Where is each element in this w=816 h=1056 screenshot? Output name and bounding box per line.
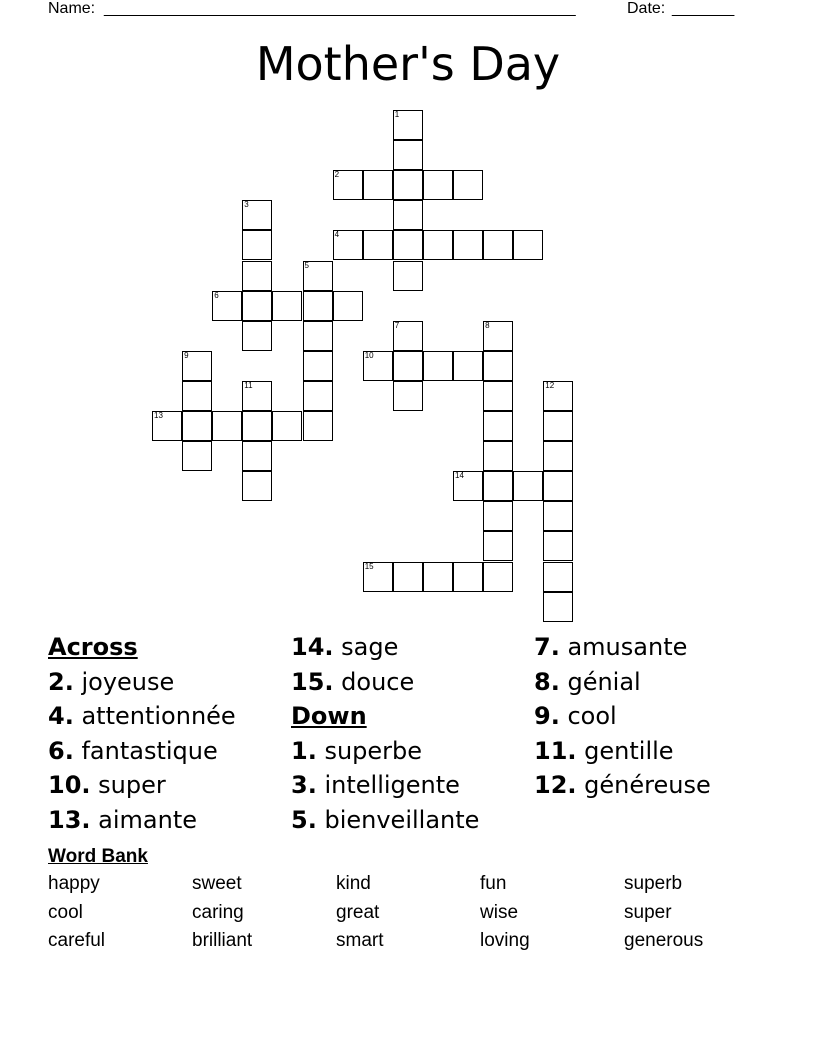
crossword-cell[interactable] [363, 562, 393, 592]
clue-number: 12. [534, 771, 577, 799]
crossword-cell[interactable] [363, 230, 393, 260]
crossword-cell[interactable] [423, 562, 453, 592]
down-heading: Down [291, 702, 367, 730]
crossword-cell[interactable] [483, 230, 513, 260]
word-bank-title: Word Bank [48, 846, 148, 867]
clue-text: généreuse [584, 771, 711, 799]
clue-text: gentille [584, 736, 674, 765]
clue-down-7 [534, 630, 711, 665]
crossword-cell[interactable] [543, 592, 573, 622]
crossword-cell[interactable] [483, 531, 513, 561]
crossword-cell[interactable] [363, 170, 393, 200]
crossword-cell[interactable] [423, 351, 453, 381]
clue-number-label: 15 [364, 561, 374, 571]
clue-number-label: 2 [334, 170, 340, 180]
crossword-cell[interactable] [242, 261, 272, 291]
clue-text: super [98, 771, 166, 799]
crossword-cell[interactable] [303, 411, 333, 441]
crossword-cell[interactable] [483, 471, 513, 501]
crossword-cell[interactable] [543, 381, 573, 411]
clue-across-4 [48, 699, 236, 734]
clue-text: génial [567, 667, 641, 696]
word-bank-item: smart [336, 930, 384, 951]
clue-text: amusante [567, 633, 688, 661]
crossword-cell[interactable] [453, 170, 483, 200]
crossword-cell[interactable] [393, 230, 423, 260]
clue-text: aimante [98, 805, 198, 834]
crossword-cell[interactable] [483, 381, 513, 411]
crossword-cell[interactable] [272, 291, 302, 321]
crossword-cell[interactable] [393, 351, 423, 381]
crossword-cell[interactable] [333, 230, 363, 260]
crossword-cell[interactable] [393, 140, 423, 170]
crossword-cell[interactable] [242, 411, 272, 441]
clue-down-1 [291, 734, 479, 769]
crossword-cell[interactable] [242, 291, 272, 321]
clue-number-label: 3 [244, 200, 249, 210]
crossword-cell[interactable] [453, 562, 483, 592]
clue-number-label: 4 [334, 230, 340, 240]
crossword-cell[interactable] [543, 501, 573, 531]
clue-across-13 [48, 803, 236, 838]
crossword-cell[interactable] [303, 381, 333, 411]
clue-number-label: 12 [545, 380, 555, 390]
crossword-cell[interactable] [483, 351, 513, 381]
name-field[interactable]: _____________________________________________________ [104, 0, 576, 17]
word-bank-item: superb [624, 873, 683, 894]
crossword-cell[interactable] [453, 471, 483, 501]
clue-across-10 [48, 768, 236, 803]
crossword-cell[interactable] [543, 562, 573, 592]
clue-number-label: 1 [394, 110, 400, 119]
clue-number: 13. [48, 805, 91, 834]
date-label: Date: [627, 0, 666, 17]
crossword-cell[interactable] [513, 230, 543, 260]
clue-number-label: 11 [244, 380, 253, 390]
crossword-cell[interactable] [393, 381, 423, 411]
clue-number-label: 9 [184, 350, 189, 360]
crossword-cell[interactable] [303, 291, 333, 321]
word-bank-item: great [336, 902, 380, 923]
clue-column-3 [534, 630, 711, 803]
word-bank-item: fun [480, 873, 507, 894]
clue-number-label: 7 [394, 320, 400, 330]
page-title: Mother's Day [255, 37, 561, 91]
crossword-cell[interactable] [182, 441, 212, 471]
word-bank-item: loving [480, 930, 530, 951]
clue-down-5 [291, 803, 479, 838]
crossword-cell[interactable] [453, 230, 483, 260]
crossword-cell[interactable] [363, 351, 393, 381]
word-bank-item: kind [336, 873, 371, 894]
crossword-cell[interactable] [182, 381, 212, 411]
crossword-cell[interactable] [303, 261, 333, 291]
crossword-cell[interactable] [242, 441, 272, 471]
crossword-cell[interactable] [152, 411, 182, 441]
crossword-cell[interactable] [242, 200, 272, 230]
crossword-cell[interactable] [513, 471, 543, 501]
clue-number: 4. [48, 702, 74, 730]
clue-number-label: 5 [304, 260, 309, 270]
clue-number-label: 6 [214, 290, 219, 300]
crossword-cell[interactable] [483, 321, 513, 351]
clue-number: 8. [534, 667, 560, 696]
clue-column-2 [291, 630, 479, 837]
clue-number: 1. [291, 736, 317, 765]
crossword-cell[interactable] [212, 291, 242, 321]
clue-text: sage [341, 633, 399, 661]
clue-number: 15. [291, 667, 334, 696]
crossword-cell[interactable] [333, 170, 363, 200]
crossword-cell[interactable] [453, 351, 483, 381]
clue-text: cool [567, 702, 617, 730]
clue-number-label: 10 [364, 350, 374, 360]
clue-text: bienveillante [324, 805, 480, 834]
clue-across-2 [48, 665, 236, 700]
across-heading: Across [48, 633, 138, 661]
clue-number: 6. [48, 736, 74, 765]
clue-number: 14. [291, 633, 334, 661]
clue-number: 2. [48, 667, 74, 696]
crossword-cell[interactable] [393, 170, 423, 200]
crossword-cell[interactable] [242, 471, 272, 501]
word-bank-item: sweet [192, 873, 242, 894]
clue-text: superbe [324, 736, 423, 765]
clue-down-12 [534, 768, 711, 803]
crossword-cell[interactable] [423, 230, 453, 260]
crossword-cell[interactable] [303, 351, 333, 381]
clue-number: 9. [534, 702, 560, 730]
clue-number: 5. [291, 805, 317, 834]
clue-number-label: 13 [154, 411, 163, 420]
clue-across-15 [291, 665, 479, 700]
crossword-cell[interactable] [543, 441, 573, 471]
word-bank-item: cool [48, 902, 83, 923]
clue-across-14 [291, 630, 479, 665]
word-bank-item: generous [624, 930, 704, 951]
crossword-cell[interactable] [242, 321, 272, 351]
crossword-cell[interactable] [393, 321, 423, 351]
crossword-cell[interactable] [182, 411, 212, 441]
crossword-cell[interactable] [272, 411, 302, 441]
crossword-cell[interactable] [543, 471, 573, 501]
header [0, 0, 816, 24]
crossword-cell[interactable] [543, 411, 573, 441]
word-bank-item: wise [480, 902, 519, 923]
crossword-cell[interactable] [303, 321, 333, 351]
crossword-cell[interactable] [393, 562, 423, 592]
crossword-cell[interactable] [393, 200, 423, 230]
clue-number: 11. [534, 736, 577, 765]
clue-text: douce [341, 667, 415, 696]
crossword-cell[interactable] [483, 562, 513, 592]
clue-text: intelligente [324, 771, 460, 799]
clue-number-label: 14 [455, 471, 464, 481]
clue-text: fantastique [81, 736, 218, 765]
clue-down-3 [291, 768, 479, 803]
crossword-cell[interactable] [212, 411, 242, 441]
clue-number: 10. [48, 771, 91, 799]
word-bank-item: brilliant [192, 930, 253, 951]
date-field[interactable]: _______ [672, 0, 735, 17]
crossword-cell[interactable] [182, 351, 212, 381]
word-bank-item: happy [48, 873, 100, 894]
clue-column-1 [48, 630, 236, 837]
clue-number: 3. [291, 771, 317, 799]
crossword-cell[interactable] [242, 230, 272, 260]
crossword-cell[interactable] [393, 261, 423, 291]
clue-down-9 [534, 699, 711, 734]
crossword-cell[interactable] [242, 381, 272, 411]
clue-text: attentionnée [81, 702, 236, 730]
crossword-cell[interactable] [483, 501, 513, 531]
clue-number: 7. [534, 633, 560, 661]
clue-down-11 [534, 734, 711, 769]
clue-number-label: 8 [485, 320, 490, 330]
crossword-cell[interactable] [393, 110, 423, 140]
word-bank-item: caring [192, 902, 244, 923]
crossword-cell[interactable] [423, 170, 453, 200]
crossword-cell[interactable] [333, 291, 363, 321]
word-bank-item: careful [48, 930, 106, 951]
crossword-cell[interactable] [483, 411, 513, 441]
crossword-cell[interactable] [543, 531, 573, 561]
clue-down-8 [534, 665, 711, 700]
word-bank-item: super [624, 902, 672, 923]
name-label: Name: [48, 0, 96, 17]
clue-text: joyeuse [81, 667, 175, 696]
clue-across-6 [48, 734, 236, 769]
crossword-cell[interactable] [483, 441, 513, 471]
